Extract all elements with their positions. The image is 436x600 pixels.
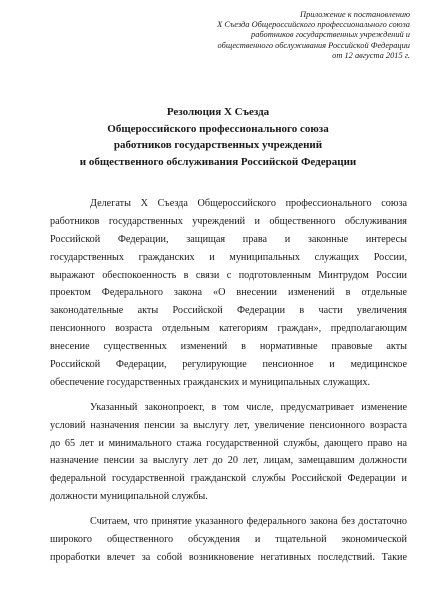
title-line: работников государственных учреждений <box>113 139 323 151</box>
appendix-line: общественного обслуживания Российской Федерации <box>217 40 410 50</box>
text-line: условий назначения пенсии за выслугу лет, увеличение пенсионного возраста <box>50 419 407 431</box>
text-line: работников государственных учреждений и общественного обслуживания <box>50 215 407 227</box>
appendix-note <box>170 10 410 61</box>
text-line: широкого общественного обсуждения и тщательной экономической <box>50 534 407 546</box>
text-line: проектом Федерального закона «О внесении изменений в отдельные <box>50 287 407 299</box>
paragraph-1 <box>50 195 407 392</box>
text-line: должности муниципальной службы. <box>50 491 208 503</box>
paragraph-2 <box>50 399 407 506</box>
appendix-line: X Съезда Общероссийского профессионального союза <box>217 20 410 30</box>
title-line: Резолюция X Съезда <box>166 106 270 118</box>
title-line: и общественного обслуживания Российской Федерации <box>79 155 357 168</box>
text-line: проработки влечет за собой возникновение негативных последствий. Такие <box>50 551 407 563</box>
text-line: Делегаты X Съезда Общероссийского профессионального союза <box>90 198 407 209</box>
text-line: Считаем, что принятие указанного федерального закона без достаточно <box>90 516 407 528</box>
text-line: обеспечение государственных гражданских и муниципальных служащих. <box>50 376 371 388</box>
resolution-title <box>20 104 416 170</box>
text-line: назначение пенсии за выслугу лет до 20 лет, лицам, замещавшим должности <box>50 455 407 467</box>
paragraph-3 <box>50 513 407 567</box>
appendix-line: от 12 августа 2015 г. <box>332 50 410 60</box>
text-line: государственных гражданских и муниципальных служащих России, <box>50 251 407 263</box>
text-line: Российской Федерации, регулирующие пенсионное и медицинское <box>50 359 407 371</box>
text-line: Указанный законопроект, в том числе, предусматривает изменение <box>90 401 407 413</box>
resolution-body <box>50 195 407 574</box>
text-line: до 65 лет и минимального стажа государственной службы, дающего право на <box>50 437 407 449</box>
text-line: федеральной государственной гражданской службы Российской Федерации и <box>50 473 407 485</box>
text-line: выражают обеспокоенность в связи с подготовленным Минтрудом России <box>50 269 407 281</box>
text-line: пенсионного возраста отдельным категориям граждан», предполагающим <box>50 323 407 335</box>
text-line: Российской Федерации, защищая права и законные интересы <box>50 233 407 245</box>
title-line: Общероссийского профессионального союза <box>107 122 329 135</box>
text-line: внесение существенных изменений в нормативные правовые акты <box>50 341 407 353</box>
appendix-line: работников государственных учреждений и <box>251 30 410 40</box>
text-line: законодательные акты Российской Федерации в части увеличения <box>50 305 407 317</box>
appendix-line: Приложение к постановлению <box>300 10 410 19</box>
